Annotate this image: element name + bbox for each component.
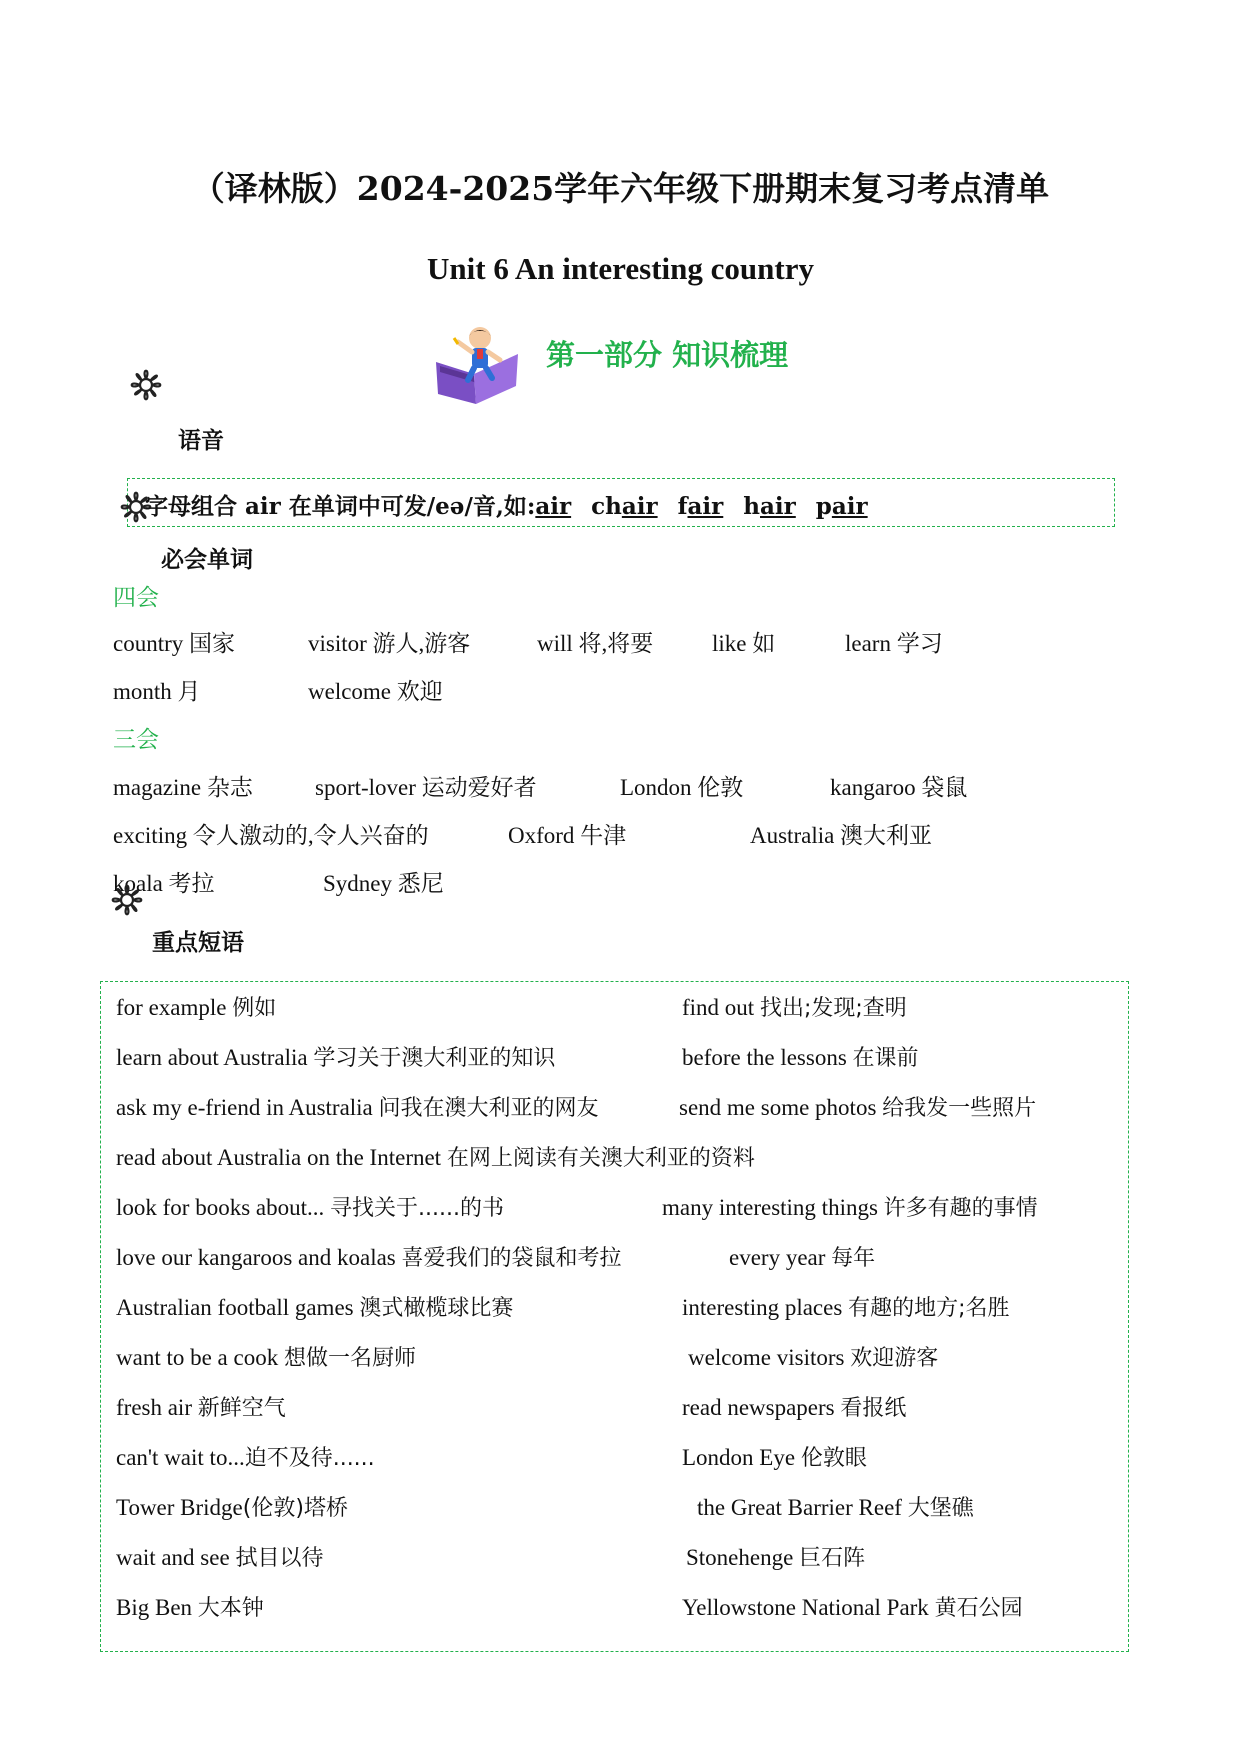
phrase-item: look for books about... 寻找关于......的书 xyxy=(116,1195,504,1221)
phrase-item: can't wait to...迫不及待...... xyxy=(116,1445,375,1471)
vocab-word: kangaroo 袋鼠 xyxy=(830,775,968,800)
phrase-item: the Great Barrier Reef 大堡礁 xyxy=(697,1495,974,1521)
phrase-item: for example 例如 xyxy=(116,995,277,1021)
phrase-item: Big Ben 大本钟 xyxy=(116,1595,264,1621)
vocab-word: Oxford 牛津 xyxy=(508,823,627,848)
reading-kid-illustration xyxy=(428,324,528,406)
phrase-item: read about Australia on the Internet 在网上阅读有关澳大利亚的资料 xyxy=(116,1145,755,1171)
phrase-item: love our kangaroos and koalas 喜爱我们的袋鼠和考拉 xyxy=(116,1245,622,1271)
phrase-item: read newspapers 看报纸 xyxy=(682,1395,907,1421)
vocab-word: sport-lover 运动爱好者 xyxy=(315,775,537,800)
phrase-item: Yellowstone National Park 黄石公园 xyxy=(682,1595,1023,1621)
phrase-item: interesting places 有趣的地方;名胜 xyxy=(682,1295,1010,1321)
phonetics-label: 语音 xyxy=(178,428,224,454)
phonetics-example: hair xyxy=(743,493,796,520)
vocab-word: will 将,将要 xyxy=(537,631,654,656)
phonetics-example: fair xyxy=(677,493,724,520)
phrase-item: London Eye 伦敦眼 xyxy=(682,1445,867,1471)
phrase-item: send me some photos 给我发一些照片 xyxy=(679,1095,1037,1121)
phrase-item: ask my e-friend in Australia 问我在澳大利亚的网友 xyxy=(116,1095,599,1121)
vocab-word: month 月 xyxy=(113,679,201,704)
phrase-item: many interesting things 许多有趣的事情 xyxy=(662,1195,1038,1221)
page-title: （译林版）2024-2025学年六年级下册期末复习考点清单 xyxy=(191,169,1050,208)
unit-title: Unit 6 An interesting country xyxy=(427,251,814,286)
phrase-item: fresh air 新鲜空气 xyxy=(116,1395,286,1421)
phrase-item: before the lessons 在课前 xyxy=(682,1045,919,1071)
flower-icon xyxy=(121,360,171,410)
phrase-item: Stonehenge 巨石阵 xyxy=(686,1545,866,1571)
vocab-word: exciting 令人激动的,令人兴奋的 xyxy=(113,823,429,848)
vocab-word: visitor 游人,游客 xyxy=(308,631,471,656)
vocab-word: Sydney 悉尼 xyxy=(323,871,444,896)
phonetics-rule-text: 字母组合 air 在单词中可发/eə/音,如: xyxy=(145,493,536,520)
vocab-word: welcome 欢迎 xyxy=(308,679,443,704)
phrase-item: every year 每年 xyxy=(729,1245,876,1271)
phonetics-example: pair xyxy=(815,493,868,520)
vocab-word: like 如 xyxy=(712,631,776,656)
phrase-item: find out 找出;发现;查明 xyxy=(682,995,907,1021)
flower-icon xyxy=(102,875,152,925)
part-heading: 第一部分 知识梳理 xyxy=(546,338,789,372)
four-skills-label: 四会 xyxy=(113,585,159,611)
phrase-item: wait and see 拭目以待 xyxy=(116,1545,324,1571)
phrases-label: 重点短语 xyxy=(152,930,244,956)
vocab-word: country 国家 xyxy=(113,631,236,656)
vocab-word: London 伦敦 xyxy=(620,775,744,800)
three-skills-label: 三会 xyxy=(113,727,159,753)
vocab-word: magazine 杂志 xyxy=(113,775,253,800)
vocab-word: koala 考拉 xyxy=(113,871,215,896)
phonetics-rule xyxy=(145,488,868,521)
phrase-item: want to be a cook 想做一名厨师 xyxy=(116,1345,416,1371)
vocab-word: learn 学习 xyxy=(845,631,943,656)
phonetics-example: air xyxy=(535,493,572,520)
phrase-item: learn about Australia 学习关于澳大利亚的知识 xyxy=(116,1045,556,1071)
vocab-word: Australia 澳大利亚 xyxy=(750,823,933,848)
phrase-item: welcome visitors 欢迎游客 xyxy=(688,1345,939,1371)
phonetics-example: chair xyxy=(591,493,658,520)
vocabulary-label: 必会单词 xyxy=(161,547,253,573)
phrase-item: Tower Bridge(伦敦)塔桥 xyxy=(116,1495,348,1521)
phrase-item: Australian football games 澳式橄榄球比赛 xyxy=(116,1295,514,1321)
